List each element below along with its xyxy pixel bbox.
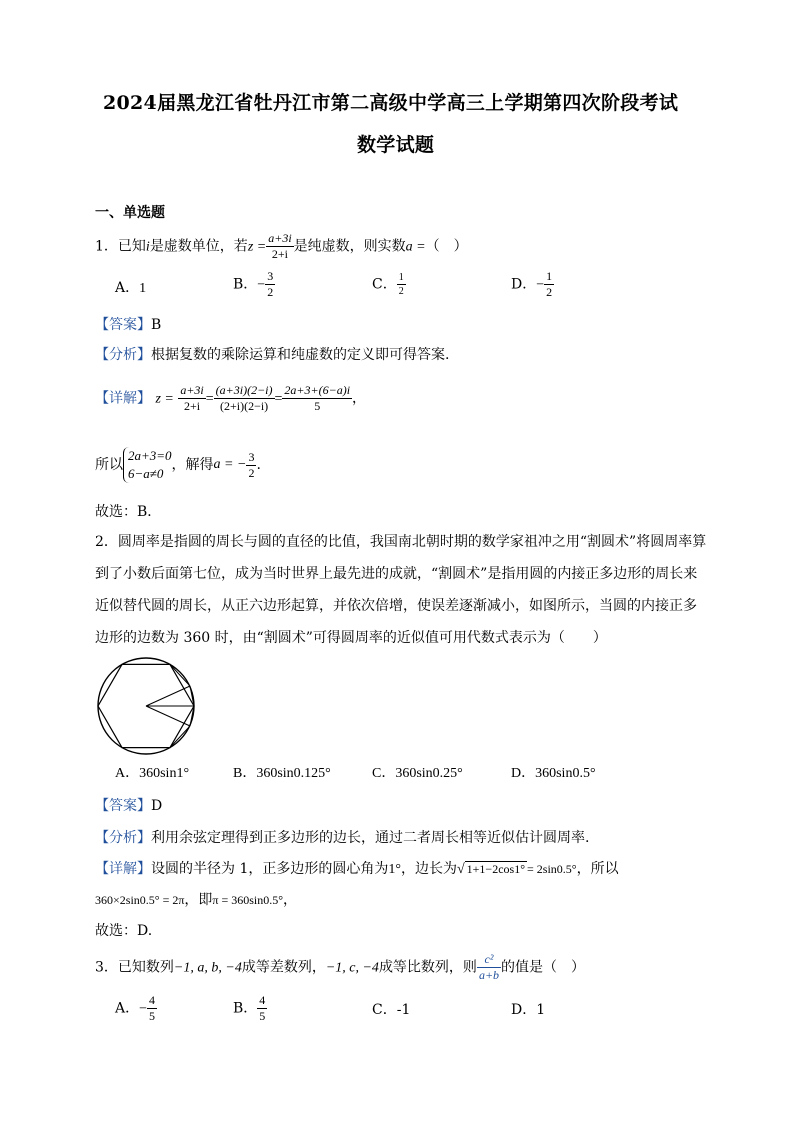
q1-stem-a: a =	[405, 239, 426, 255]
q1-stem-paren: （ ）	[425, 238, 468, 255]
q1-answer: 【答案】B	[95, 317, 162, 333]
q1-option-a: A．1	[115, 280, 147, 296]
figure-radius-top	[146, 686, 190, 706]
q3-option-b: B． $\frac{4}{5}$	[233, 993, 266, 1023]
q1-detail: 【详解】 z = $\frac{a+3i}{2+i}$ = $\frac{(a+3i)(2-i)}{(2+i)(2-i)}$ = $\frac{2a+3+(6-a)i}{5}$ ，	[95, 383, 367, 413]
q2-option-c: C．360sin0.25°	[372, 766, 463, 781]
q2-conclusion: 故选：D.	[95, 923, 153, 939]
q2-stem-line4: 边形的边数为 360 时，由“割圆术”可得圆周率的近似值可用代数式表示为（ ）	[95, 630, 607, 646]
q1-stem	[95, 232, 468, 261]
q2-option-d: D．360sin0.5°	[511, 766, 596, 781]
q3-stem: 3．已知数列−1, a, b, −4成等差数列，−1, c, −4成等比数列，则 $\frac{\text{c²}}{a+b}$ 的值是（ ）	[95, 952, 586, 982]
q1-stem-z: z =	[247, 239, 267, 255]
q2-figure-inscribed-hexagon	[95, 656, 197, 758]
q3-option-d: D．1	[511, 1002, 546, 1018]
document-subtitle: 数学试题	[357, 134, 435, 156]
q3-option-c: C．-1	[372, 1002, 411, 1018]
q1-stem-i: i	[145, 239, 150, 255]
q1-option-d: D．− $\frac{1}{2}$	[511, 269, 553, 299]
q2-detail: 【详解】设圆的半径为 1，正多边形的圆心角为1°，边长为√ 1+1−2cos1° = 2sin0.5°，所以	[95, 861, 619, 877]
q1-equation-system: 2a+3=0 6−a≠0	[123, 447, 172, 483]
q2-detail-line2: 360×2sin0.5° = 2π，即π = 360sin0.5°，	[95, 892, 298, 908]
document-title: 2024届黑龙江省牡丹江市第二高级中学高三上学期第四次阶段考试	[103, 92, 679, 114]
q1-stem-mid: 是虚数单位，若	[149, 238, 248, 255]
q2-analysis: 【分析】利用余弦定理得到正多边形的边长，通过二者周长相等近似估计圆周率.	[95, 830, 590, 846]
q1-analysis: 【分析】根据复数的乘除运算和纯虚数的定义即可得答案.	[95, 347, 450, 363]
q1-stem-fraction: $\frac{a+3i}{2+i}$	[268, 231, 292, 261]
q2-answer: 【答案】D	[95, 798, 163, 814]
figure-radius-lower	[146, 706, 190, 726]
q2-stem-line2: 到了小数后面第七位，成为当时世界上最先进的成就，“割圆术”是指用圆的内接正多边形的周长来	[95, 566, 698, 582]
q2-stem-line3: 近似替代圆的周长，从正六边形起算，并依次倍增，使误差逐渐减小，如图所示，当圆的内接正多	[95, 598, 697, 614]
q1-option-b: B．− $\frac{3}{2}$	[233, 269, 274, 299]
section-heading: 一、单选题	[95, 205, 165, 221]
q1-solution: 所以 2a+3=0 6−a≠0 ，解得a = − $\frac{3}{2}$ .	[95, 448, 261, 481]
q1-option-c: C． $\frac{1}{2}$	[372, 272, 404, 297]
q2-option-b: B．360sin0.125°	[233, 766, 331, 781]
q1-conclusion: 故选：B．	[95, 504, 162, 520]
q1-stem-prefix: 1．已知	[95, 238, 146, 255]
q2-option-a: A．360sin1°	[115, 766, 190, 781]
q3-option-a: A．− $\frac{4}{5}$	[115, 993, 156, 1023]
q1-stem-after: 是纯虚数，则实数	[293, 238, 406, 255]
q2-stem-line1: 2．圆周率是指圆的周长与圆的直径的比值，我国南北朝时期的数学家祖冲之用“割圆术”将圆周率算	[95, 534, 707, 550]
